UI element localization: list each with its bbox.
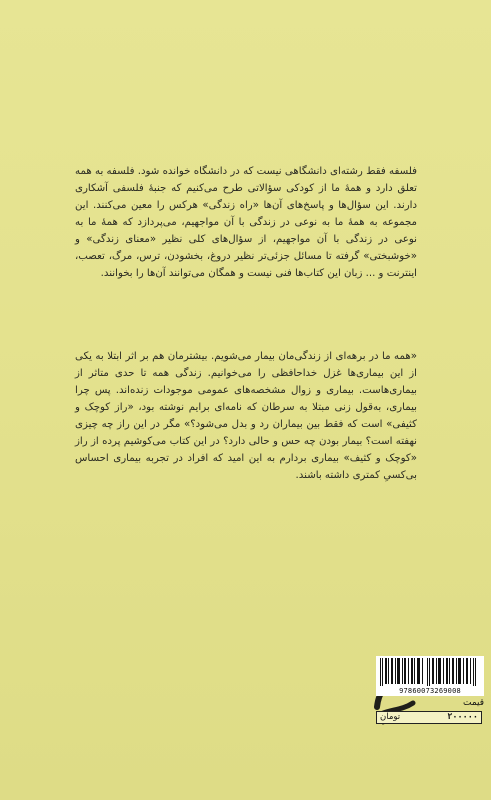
description-paragraph-2: «همه ما در برهه‌ای از زندگی‌مان بیمار می‌شویم. بیشترمان هم بر اثر ابتلا به یکی از این بیماری‌ها غزل خداحافظی را می‌خوانیم. زندگی همه تا حدی متاثر از بیماری‌هاست. بیماری و زوال مشخصه‌های عمومی موجودات زنده‌اند. پس چرا بیماری، به‌قول زنی مبتلا به سرطان که نامه‌ای برایم نوشته بود، «راز کوچک و کثیفی» است که فقط بین بیماران رد و بدل می‌شود؟» مگر در این راز چه چیزی نهفته است؟ بیمار بودن چه حس و حالی دارد؟ در این کتاب می‌کوشیم پرده از راز «کوچک و کثیف» بیماری بردارم به این امید که افراد در تجربه بیماری احساس بی‌کسیِ کمتری داشته باشند.: [75, 351, 417, 481]
price-amount: ۲۰۰۰۰۰: [447, 712, 478, 722]
barcode-and-price: [376, 656, 491, 728]
isbn-barcode: [376, 656, 484, 686]
isbn-number: 9786007326900​8: [376, 686, 484, 696]
price-unit: تومان: [380, 712, 401, 722]
description-paragraph-1: فلسفه فقط رشته‌ای دانشگاهی نیست که در دانشگاه خوانده شود. فلسفه به همه تعلق دارد و همهٔ ما از کودکی سؤالاتی طرح می‌کنیم که جنبهٔ فلسفی آشکاری دارند. این سؤال‌ها و پاسخ‌های آن‌ها «راه زندگی» هرکس را معین می‌کنند. این مجموعه به همهٔ ما به نوعی در زندگی با آن مواجهیم، می‌پردازد که همهٔ ما به نوعی در زندگی با آن مواجهیم، از سؤال‌های کلی نظیر «معنای زندگی» و «خوشبختی» گرفته تا مسائل جزئی‌تر نظیر دروغ، بخشودن، ترس، مرگ، تعصب، اینترنت و ... زبان این کتاب‌ها فنی نیست و همگان می‌توانند آن‌ها را بخوانند.: [75, 166, 417, 279]
price-box: [376, 711, 482, 724]
price-label: قیمت: [463, 698, 485, 708]
